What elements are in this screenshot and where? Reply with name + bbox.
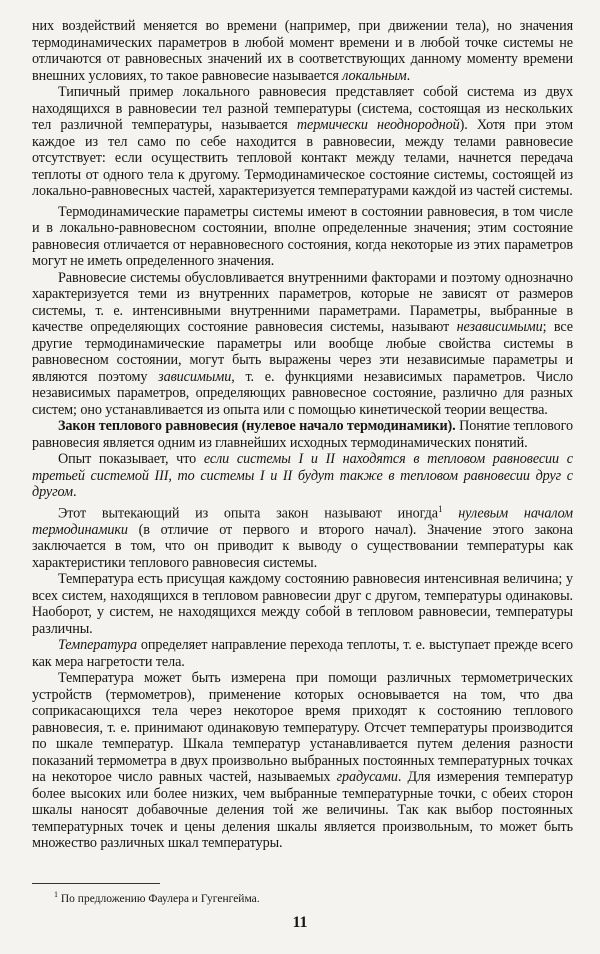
text-run: Равновесие системы обусловливается внутренними факторами и поэтому однозначно характеризуется теми из внутренних параметров, которые не зависят от размеров системы, т. е. интенсивными внутренними параметрами. Параметры, выбранные в качестве определяющих состояние равновесия системы, называют (32, 269, 573, 335)
italic-text: градусами (336, 769, 398, 786)
paragraph (32, 84, 573, 200)
paragraph (32, 18, 573, 84)
paragraph (32, 451, 573, 501)
body-text (32, 18, 573, 852)
footnote (54, 888, 260, 906)
footnote-marker: 1 (54, 890, 58, 899)
text-run: Температура есть присущая каждому состоянию равновесия интенсивная величина; у всех систем, находящихся в тепловом равновесии друг с другом, температуры одинаковы. Наоборот, у систем, не находящихся между собой в тепловом равновесии, температуры различны. (32, 571, 573, 637)
page-number: 11 (292, 914, 308, 931)
text-run: . (406, 67, 411, 84)
bold-heading: Закон теплового равновесия (нулевое начало термодинамики). (58, 418, 456, 434)
paragraph (32, 501, 573, 572)
text-run: , т. е. функциями независимых параметров. Число независимых параметров, определяющих равновесное состояние, различно для разных систем; оно устанавливается из опыта или с помощью кинетической теории вещества. (32, 368, 573, 418)
text-run: Опыт показывает, что (58, 451, 204, 467)
footnote-ref: 1 (437, 503, 443, 514)
italic-text: Температура (58, 637, 138, 654)
text-run: Температура может быть измерена при помощи различных термометрических устройств (термометров), применение которых основывается на том, что два соприкасающихся тела через некоторое время приходят к состоянию теплового равновесия, т. е. принимают одинаковую температуру. Отсчет температуры производится по шкале температур. Шкала температур устанавливается путем деления разности показаний термометра в двух произвольно выбранных постоянных температурных точках на некоторое число равных частей, называемых (32, 670, 573, 786)
paragraph (32, 571, 573, 637)
text-run (442, 505, 458, 521)
section-heading-paragraph (32, 418, 573, 451)
text-run: . Для измерения температур более высоких или более низких, чем выбранные температурные точки, с обеих сторон шкалы наносят добавочные деления той же величины. Так как выбор постоянных температурных точек и цены деления шкалы является произвольным, то может быть множество различных шкал температуры. (32, 769, 573, 852)
italic-text: зависимыми (158, 368, 232, 385)
text-run: (в отличие от первого и второго начал). Значение этого закона заключается в том, что он приводит к выводу о существовании температуры как характеристики теплового равновесия системы. (32, 521, 573, 571)
text-run: них воздействий меняется во времени (например, при движении тела), но значения термодинамических параметров в любой момент времени и в любой точке системы не отличаются от равновесных значений их в соответствующих данному моменту времени внешних условиях, то такое равновесие называется (32, 18, 573, 84)
text-run: Термодинамические параметры системы имеют в состоянии равновесия, в том числе и в локально-равновесном состоянии, вполне определенные значения; этим состояние равновесия отличается от неравновесного состояния, когда некоторые из этих параметров могут не иметь определенного значения. (32, 203, 573, 269)
text-run: ; все другие термодинамические параметры или вообще любые свойства системы в равновесном состоянии, могут быть выражены через эти независимые параметры и являются поэтому (32, 319, 573, 385)
text-run: Этот вытекающий из опыта закон называют иногда (58, 505, 438, 522)
footnote-text: По предложению Фаулера и Гугенгейма. (58, 892, 260, 905)
paragraph (32, 270, 573, 419)
text-run: определяет направление перехода теплоты, т. е. выступает прежде всего как мера нагретости тела. (32, 637, 573, 670)
italic-text: локальным (342, 67, 407, 84)
text-run: ). Хотя при этом каждое из тел само по себе находится в равновесии, между телами равновесие отсутствует: если осуществить тепловой контакт между телами, начнется передача теплоты от одного тела к другому. Термодинамическое состояние системы, состоящей из локально-равновесных частей, характеризуется температурами каждой из частей системы. (32, 117, 574, 199)
italic-text: нулевым началом термодинамики (32, 505, 574, 538)
italic-text: если системы I и II находятся в тепловом равновесии с третьей системой III, то системы I и II будут также в тепловом равновесии друг с другом (32, 451, 573, 500)
footnote-divider (32, 883, 160, 884)
text-run: Понятие теплового равновесия является одним из главнейших исходных термодинамических понятий. (32, 418, 573, 451)
paragraph (32, 670, 573, 852)
italic-text: независимыми (456, 319, 543, 335)
paragraph (32, 204, 573, 270)
paragraph (32, 637, 573, 670)
italic-text: термически неоднородной (296, 117, 460, 133)
text-run: . (72, 484, 77, 500)
text-run: Типичный пример локального равновесия представляет собой система из двух находящихся в равновесии тел разной температуры (система, состоящая из нескольких тел различной температуры, называется (32, 84, 573, 133)
